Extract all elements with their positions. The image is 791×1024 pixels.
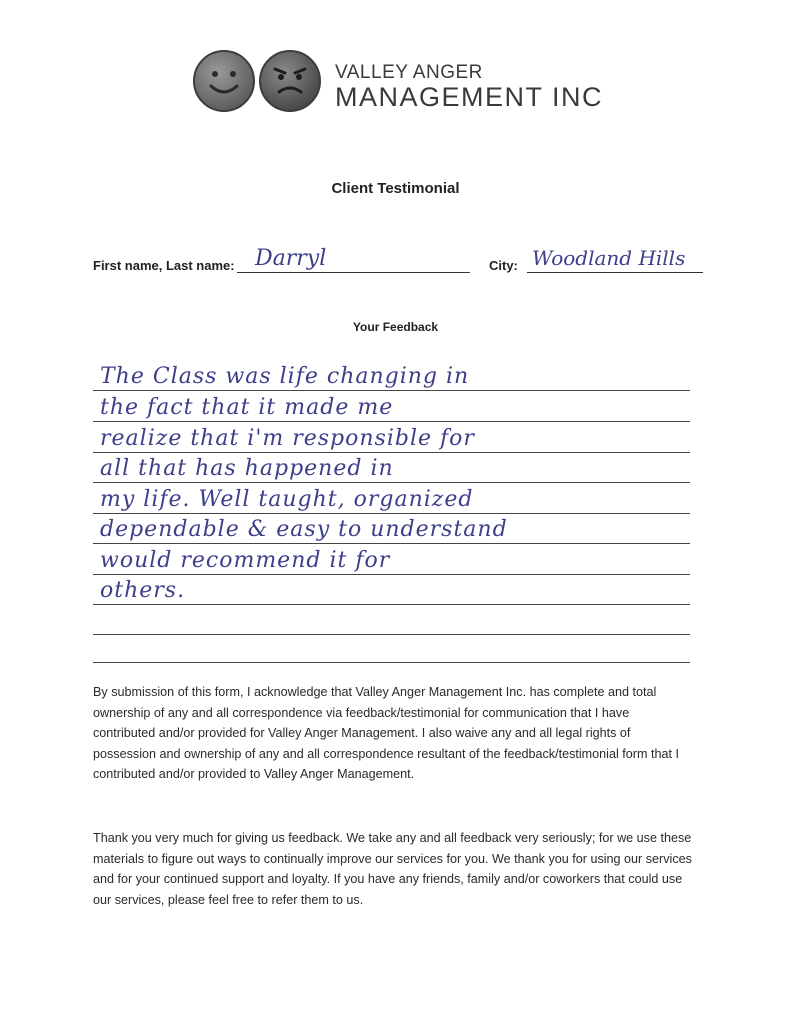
company-logo — [193, 45, 613, 120]
name-value[interactable]: Darryl — [255, 246, 327, 271]
feedback-rule — [93, 574, 690, 575]
feedback-handwriting-line[interactable]: The Class was life changing in — [100, 364, 470, 389]
feedback-handwriting-line[interactable]: my life. Well taught, organized — [100, 487, 474, 512]
smiley-face-icon — [193, 50, 255, 112]
company-name-line1: VALLEY ANGER — [335, 62, 483, 83]
form-title: Client Testimonial — [331, 180, 460, 197]
feedback-handwriting-line[interactable]: others. — [100, 578, 186, 603]
feedback-handwriting-line[interactable]: dependable & easy to understand — [100, 517, 508, 542]
feedback-rule — [93, 543, 690, 544]
feedback-rule — [93, 482, 690, 483]
feedback-rule — [93, 604, 690, 605]
feedback-rule — [93, 662, 690, 663]
feedback-rule — [93, 513, 690, 514]
feedback-rule — [93, 421, 690, 422]
angry-face-icon — [259, 50, 321, 112]
feedback-heading: Your Feedback — [352, 320, 439, 334]
name-underline — [237, 272, 470, 273]
company-name — [335, 63, 603, 111]
feedback-rule — [93, 634, 690, 635]
thank-you-paragraph: Thank you very much for giving us feedback. We take any and all feedback very seriously; for we use these materials to figure out ways to continually improve our services for you. We thank you for using our services and for your continued support and loyalty. If you have any friends, family and/or coworkers that could use our services, please feel free to refer them to us. — [93, 831, 692, 907]
city-value[interactable]: Woodland Hills — [532, 246, 686, 270]
feedback-rule — [93, 452, 690, 453]
name-label: First name, Last name: — [93, 258, 235, 273]
disclaimer-paragraph: By submission of this form, I acknowledge that Valley Anger Management Inc. has complete and total ownership of any and all correspondence via feedback/testimonial for communication that I have contributed and/or provided for Valley Anger Management. I also waive any and all legal rights of possession and ownership of any and all correspondence resultant of the feedback/testimonial form that I contributed and/or provided to Valley Anger Management. — [93, 685, 679, 781]
feedback-handwriting-line[interactable]: all that has happened in — [100, 456, 394, 481]
feedback-handwriting-line[interactable]: would recommend it for — [100, 548, 391, 573]
feedback-rule — [93, 390, 690, 391]
feedback-handwriting-line[interactable]: the fact that it made me — [100, 395, 394, 420]
feedback-handwriting-line[interactable]: realize that i'm responsible for — [100, 426, 475, 451]
company-name-line2: MANAGEMENT INC — [335, 82, 604, 112]
city-underline — [527, 272, 703, 273]
city-label: City: — [489, 258, 518, 273]
